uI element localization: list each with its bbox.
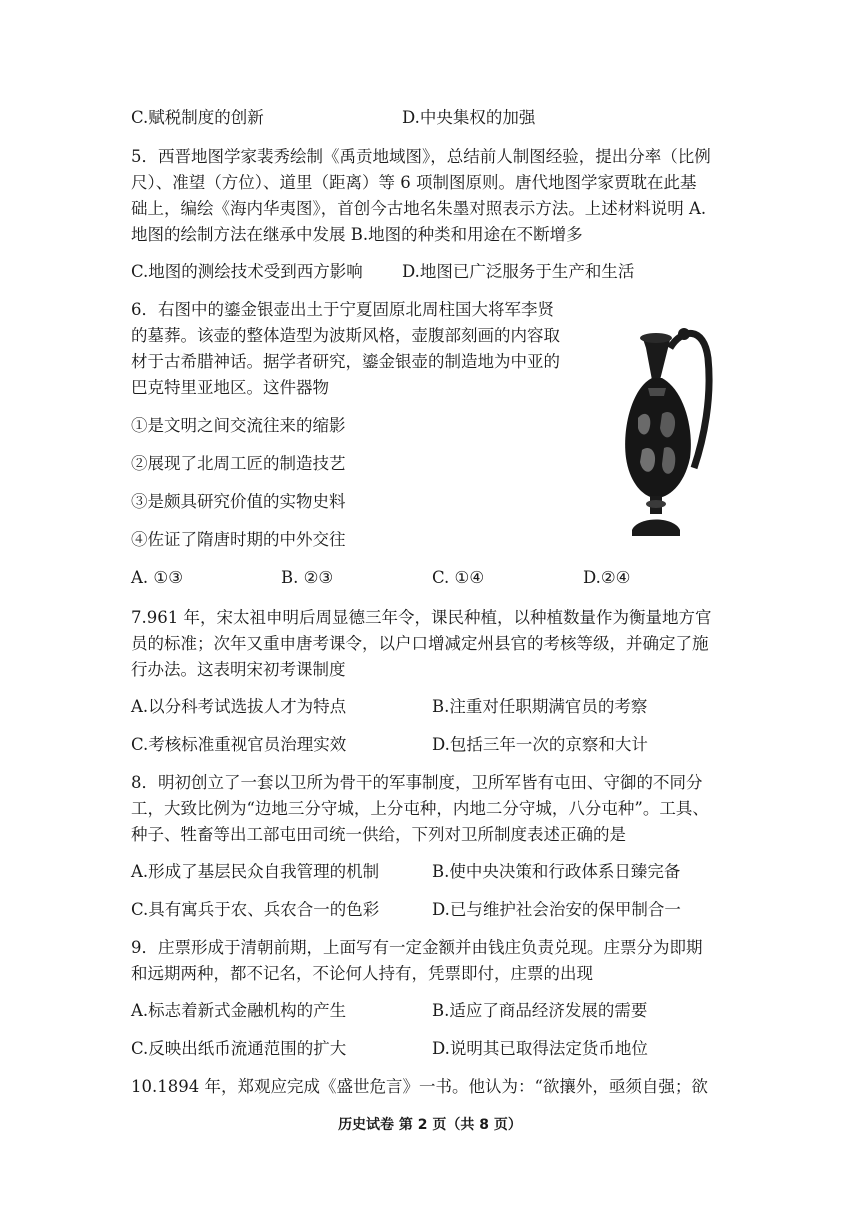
q9-option-d: D.说明其已取得法定货币地位 [432, 1039, 648, 1058]
q9-option-c: C.反映出纸币流通范围的扩大 [131, 1039, 347, 1058]
q8-option-a: A.形成了基层民众自我管理的机制 [131, 862, 380, 881]
q5-stem-line: 5．西晋地图学家裴秀绘制《禹贡地域图》，总结前人制图经验，提出分率（比例 [131, 147, 711, 166]
q7-option-d: D.包括三年一次的京察和大计 [432, 735, 648, 754]
q6-option-b: B. ②③ [281, 568, 334, 587]
q7-stem-line: 行办法。这表明宋初考课制度 [131, 660, 346, 679]
q7-stem-line: 员的标准；次年又重申唐考课令，以户口增减定州县官的考核等级，并确定了施 [131, 634, 709, 653]
q8-option-d: D.已与维护社会治安的保甲制合一 [432, 900, 681, 919]
q6-stem-line: 的墓葬。该壶的整体造型为波斯风格，壶腹部刻画的内容取 [131, 326, 560, 345]
q8-option-c: C.具有寓兵于农、兵农合一的色彩 [131, 900, 380, 919]
q5-stem-line: 尺）、准望（方位）、道里（距离）等 6 项制图原则。唐代地图学家贾耽在此基 [131, 173, 697, 192]
q8-stem-line: 8．明初创立了一套以卫所为骨干的军事制度，卫所军皆有屯田、守御的不同分 [131, 773, 703, 792]
q9-stem-line: 9．庄票形成于清朝前期，上面写有一定金额并由钱庄负责兑现。庄票分为即期 [131, 938, 703, 957]
q7-option-b: B.注重对任职期满官员的考察 [432, 697, 648, 716]
q7-option-a: A.以分科考试选拔人才为特点 [131, 697, 347, 716]
q8-stem-line: 工，大致比例为“边地三分守城，上分屯种，内地二分守城，八分屯种”。工具、 [131, 799, 709, 818]
q4-option-c: C.赋税制度的创新 [131, 108, 264, 127]
q9-stem-line: 和远期两种，都不记名，不论何人持有，凭票即付，庄票的出现 [131, 964, 593, 983]
q9-option-b: B.适应了商品经济发展的需要 [432, 1001, 648, 1020]
q6-item-4: ④佐证了隋唐时期的中外交往 [131, 530, 346, 549]
q6-stem-line: 材于古希腊神话。据学者研究，鎏金银壶的制造地为中亚的 [131, 352, 560, 371]
q7-stem-line: 7.961 年，宋太祖申明后周显德三年令，课民种植，以种植数量作为衡量地方官 [131, 608, 712, 627]
q5-option-c: C.地图的测绘技术受到西方影响 [131, 262, 363, 281]
page-footer: 历史试卷 第 2 页（共 8 页） [338, 1117, 522, 1133]
q6-option-c: C. ①④ [432, 568, 485, 587]
q6-item-1: ①是文明之间交流往来的缩影 [131, 416, 346, 435]
q5-stem-line: 础上，编绘《海内华夷图》，首创今古地名朱墨对照表示方法。上述材料说明 A. [131, 199, 707, 218]
q5-option-d: D.地图已广泛服务于生产和生活 [402, 262, 635, 281]
q6-option-d: D.②④ [583, 568, 631, 587]
q5-stem-line: 地图的绘制方法在继承中发展 B.地图的种类和用途在不断增多 [131, 225, 583, 244]
q6-stem-line: 6．右图中的鎏金银壶出土于宁夏固原北周柱国大将军李贤 [131, 300, 554, 319]
q6-stem-line: 巴克特里亚地区。这件器物 [131, 378, 329, 397]
gilt-silver-ewer-image [612, 318, 722, 546]
q4-option-d: D.中央集权的加强 [402, 108, 536, 127]
q9-option-a: A.标志着新式金融机构的产生 [131, 1001, 347, 1020]
q6-item-3: ③是颇具研究价值的实物史料 [131, 492, 346, 511]
q6-item-2: ②展现了北周工匠的制造技艺 [131, 454, 346, 473]
q8-option-b: B.使中央决策和行政体系日臻完备 [432, 862, 681, 881]
q7-option-c: C.考核标准重视官员治理实效 [131, 735, 347, 754]
q6-option-a: A. ①③ [131, 568, 183, 587]
q8-stem-line: 种子、牲畜等出工部屯田司统一供给，下列对卫所制度表述正确的是 [131, 825, 626, 844]
q10-stem-line: 10.1894 年，郑观应完成《盛世危言》一书。他认为：“欲攘外，亟须自强；欲 [131, 1077, 708, 1096]
